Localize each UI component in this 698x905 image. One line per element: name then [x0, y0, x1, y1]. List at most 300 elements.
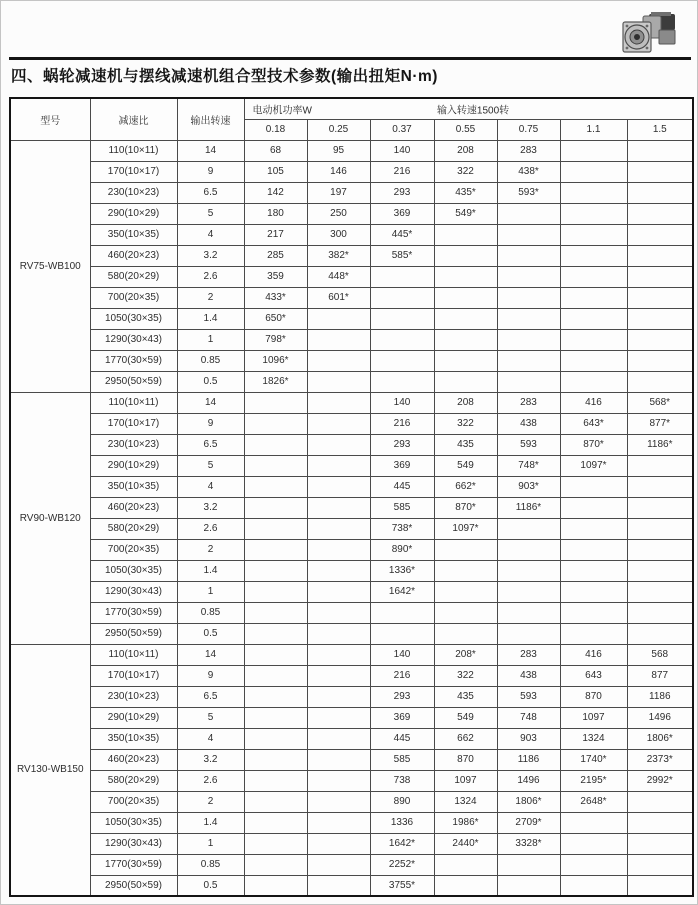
model-cell: RV130-WB150 [10, 644, 90, 896]
torque-cell [497, 854, 560, 875]
torque-cell: 568* [627, 392, 693, 413]
torque-cell: 293 [370, 686, 434, 707]
torque-cell: 1096* [244, 350, 307, 371]
output-speed-cell: 4 [177, 476, 244, 497]
torque-cell: 435 [434, 686, 497, 707]
col-header-power-1.1: 1.1 [560, 119, 627, 140]
torque-cell: 870* [560, 434, 627, 455]
torque-cell [434, 602, 497, 623]
output-speed-cell: 1.4 [177, 812, 244, 833]
torque-cell: 1186* [497, 497, 560, 518]
torque-cell [307, 833, 370, 854]
torque-cell: 435 [434, 434, 497, 455]
output-speed-cell: 1 [177, 329, 244, 350]
table-row [10, 770, 693, 791]
output-speed-cell: 2 [177, 287, 244, 308]
torque-cell [307, 875, 370, 896]
torque-cell [560, 266, 627, 287]
output-speed-cell: 14 [177, 392, 244, 413]
torque-cell: 549 [434, 707, 497, 728]
table-row [10, 791, 693, 812]
ratio-cell: 580(20×29) [90, 266, 177, 287]
torque-cell [244, 560, 307, 581]
torque-cell: 3755* [370, 875, 434, 896]
output-speed-cell: 1 [177, 833, 244, 854]
torque-cell [307, 518, 370, 539]
torque-cell: 448* [307, 266, 370, 287]
torque-cell: 890 [370, 791, 434, 812]
torque-cell [560, 287, 627, 308]
table-row [10, 434, 693, 455]
torque-cell [560, 476, 627, 497]
torque-cell [307, 581, 370, 602]
torque-cell: 140 [370, 140, 434, 161]
ratio-cell: 230(10×23) [90, 434, 177, 455]
torque-cell: 585 [370, 749, 434, 770]
ratio-cell: 170(10×17) [90, 161, 177, 182]
torque-cell [497, 875, 560, 896]
torque-cell: 662 [434, 728, 497, 749]
ratio-cell: 1290(30×43) [90, 581, 177, 602]
table-row [10, 833, 693, 854]
torque-cell: 1642* [370, 581, 434, 602]
torque-cell: 601* [307, 287, 370, 308]
torque-cell: 322 [434, 413, 497, 434]
torque-cell [307, 644, 370, 665]
torque-cell: 1806* [497, 791, 560, 812]
torque-cell: 445 [370, 728, 434, 749]
output-speed-cell: 6.5 [177, 686, 244, 707]
table-row [10, 644, 693, 665]
torque-cell [627, 161, 693, 182]
torque-cell [560, 539, 627, 560]
torque-cell [560, 581, 627, 602]
torque-cell [244, 497, 307, 518]
torque-cell: 285 [244, 245, 307, 266]
torque-cell: 283 [497, 392, 560, 413]
torque-cell [244, 602, 307, 623]
torque-cell: 2648* [560, 791, 627, 812]
torque-cell [244, 518, 307, 539]
torque-cell [627, 623, 693, 644]
ratio-cell: 350(10×35) [90, 476, 177, 497]
torque-cell: 369 [370, 203, 434, 224]
torque-cell: 435* [434, 182, 497, 203]
ratio-cell: 580(20×29) [90, 770, 177, 791]
torque-cell: 1496 [497, 770, 560, 791]
table-row [10, 749, 693, 770]
torque-cell: 593 [497, 434, 560, 455]
torque-cell [244, 812, 307, 833]
torque-cell: 180 [244, 203, 307, 224]
ratio-cell: 1050(30×35) [90, 308, 177, 329]
torque-cell: 140 [370, 392, 434, 413]
torque-cell: 416 [560, 392, 627, 413]
torque-cell [370, 623, 434, 644]
output-speed-cell: 6.5 [177, 182, 244, 203]
torque-cell: 748* [497, 455, 560, 476]
table-row [10, 476, 693, 497]
table-row [10, 350, 693, 371]
col-header-power-span [244, 98, 693, 119]
torque-cell: 140 [370, 644, 434, 665]
output-speed-cell: 2.6 [177, 518, 244, 539]
torque-cell [307, 455, 370, 476]
torque-cell: 585 [370, 497, 434, 518]
table-row [10, 686, 693, 707]
output-speed-cell: 9 [177, 161, 244, 182]
torque-cell: 1336* [370, 560, 434, 581]
torque-cell: 870 [434, 749, 497, 770]
torque-cell [497, 518, 560, 539]
torque-cell [627, 539, 693, 560]
output-speed-cell: 1 [177, 581, 244, 602]
page-title: 四、蜗轮减速机与摆线减速机组合型技术参数(输出扭矩N·m) [11, 68, 438, 85]
torque-cell [560, 833, 627, 854]
torque-cell: 2195* [560, 770, 627, 791]
torque-cell: 359 [244, 266, 307, 287]
torque-cell: 2992* [627, 770, 693, 791]
torque-cell: 208* [434, 644, 497, 665]
torque-cell [497, 539, 560, 560]
torque-cell [560, 497, 627, 518]
torque-cell [434, 245, 497, 266]
torque-cell [244, 728, 307, 749]
table-row [10, 161, 693, 182]
torque-cell [627, 518, 693, 539]
torque-cell [627, 497, 693, 518]
torque-cell [307, 728, 370, 749]
output-speed-cell: 3.2 [177, 749, 244, 770]
torque-cell [434, 224, 497, 245]
col-header-power-0.75: 0.75 [497, 119, 560, 140]
ratio-cell: 290(10×29) [90, 455, 177, 476]
torque-cell [627, 854, 693, 875]
col-header-power-0.18: 0.18 [244, 119, 307, 140]
torque-cell: 738 [370, 770, 434, 791]
torque-cell [560, 182, 627, 203]
output-speed-cell: 14 [177, 644, 244, 665]
torque-cell [627, 224, 693, 245]
torque-cell [244, 623, 307, 644]
ratio-cell: 110(10×11) [90, 392, 177, 413]
torque-cell [307, 371, 370, 392]
torque-cell: 382* [307, 245, 370, 266]
torque-cell: 890* [370, 539, 434, 560]
col-header-power-1.5: 1.5 [627, 119, 693, 140]
output-speed-cell: 2.6 [177, 266, 244, 287]
torque-cell: 146 [307, 161, 370, 182]
torque-cell [560, 602, 627, 623]
torque-cell [307, 350, 370, 371]
torque-cell [627, 602, 693, 623]
torque-cell [307, 854, 370, 875]
torque-cell: 1642* [370, 833, 434, 854]
torque-cell: 369 [370, 455, 434, 476]
ratio-cell: 110(10×11) [90, 644, 177, 665]
torque-cell: 2252* [370, 854, 434, 875]
torque-cell: 643 [560, 665, 627, 686]
torque-cell: 250 [307, 203, 370, 224]
torque-cell [434, 329, 497, 350]
table-row [10, 623, 693, 644]
col-header-output-speed: 输出转速 [177, 98, 244, 140]
torque-cell: 445* [370, 224, 434, 245]
torque-cell: 95 [307, 140, 370, 161]
torque-cell [560, 203, 627, 224]
table-row [10, 812, 693, 833]
torque-cell: 1496 [627, 707, 693, 728]
torque-cell: 216 [370, 161, 434, 182]
ratio-cell: 460(20×23) [90, 497, 177, 518]
table-row [10, 266, 693, 287]
torque-cell: 650* [244, 308, 307, 329]
torque-cell [244, 770, 307, 791]
ratio-cell: 2950(50×59) [90, 371, 177, 392]
torque-cell: 1097* [560, 455, 627, 476]
torque-cell [307, 539, 370, 560]
ratio-cell: 580(20×29) [90, 518, 177, 539]
torque-cell: 585* [370, 245, 434, 266]
torque-cell [497, 308, 560, 329]
torque-cell: 438 [497, 413, 560, 434]
torque-cell [560, 224, 627, 245]
torque-cell [244, 749, 307, 770]
torque-cell [497, 623, 560, 644]
torque-cell [307, 413, 370, 434]
torque-cell: 1097* [434, 518, 497, 539]
col-header-power-0.37: 0.37 [370, 119, 434, 140]
col-header-power-0.55: 0.55 [434, 119, 497, 140]
table-row [10, 518, 693, 539]
torque-cell: 1186 [627, 686, 693, 707]
ratio-cell: 1290(30×43) [90, 329, 177, 350]
torque-cell [244, 854, 307, 875]
table-row [10, 140, 693, 161]
table-row [10, 182, 693, 203]
torque-cell: 1186 [497, 749, 560, 770]
torque-cell: 445 [370, 476, 434, 497]
output-speed-cell: 9 [177, 665, 244, 686]
ratio-cell: 1050(30×35) [90, 812, 177, 833]
torque-cell: 1826* [244, 371, 307, 392]
torque-cell: 3328* [497, 833, 560, 854]
torque-cell [370, 350, 434, 371]
torque-cell [497, 245, 560, 266]
ratio-cell: 230(10×23) [90, 182, 177, 203]
torque-cell [497, 581, 560, 602]
table-row [10, 581, 693, 602]
ratio-cell: 350(10×35) [90, 728, 177, 749]
torque-cell [497, 371, 560, 392]
table-row [10, 560, 693, 581]
output-speed-cell: 9 [177, 413, 244, 434]
torque-cell: 1097 [434, 770, 497, 791]
torque-cell [307, 686, 370, 707]
output-speed-cell: 0.5 [177, 875, 244, 896]
torque-cell [370, 308, 434, 329]
ratio-cell: 350(10×35) [90, 224, 177, 245]
torque-cell: 142 [244, 182, 307, 203]
torque-cell [244, 686, 307, 707]
torque-cell: 283 [497, 644, 560, 665]
torque-cell: 217 [244, 224, 307, 245]
torque-cell: 105 [244, 161, 307, 182]
torque-cell: 1806* [627, 728, 693, 749]
ratio-cell: 110(10×11) [90, 140, 177, 161]
table-row [10, 728, 693, 749]
torque-cell [244, 392, 307, 413]
table-row [10, 413, 693, 434]
torque-cell [627, 140, 693, 161]
torque-cell [244, 644, 307, 665]
torque-cell [627, 350, 693, 371]
table-row [10, 371, 693, 392]
torque-cell: 643* [560, 413, 627, 434]
torque-cell [560, 560, 627, 581]
torque-cell [627, 308, 693, 329]
input-speed-label: 输入转速1500转 [436, 105, 510, 117]
torque-cell: 68 [244, 140, 307, 161]
torque-cell [244, 665, 307, 686]
table-row [10, 287, 693, 308]
output-speed-cell: 2.6 [177, 770, 244, 791]
torque-cell: 593* [497, 182, 560, 203]
torque-cell [307, 497, 370, 518]
col-header-power-0.25: 0.25 [307, 119, 370, 140]
torque-cell [434, 560, 497, 581]
torque-cell [244, 791, 307, 812]
table-row [10, 308, 693, 329]
torque-cell: 322 [434, 161, 497, 182]
torque-cell [560, 518, 627, 539]
torque-cell [307, 665, 370, 686]
torque-cell [560, 245, 627, 266]
torque-cell [560, 854, 627, 875]
output-speed-cell: 1.4 [177, 560, 244, 581]
output-speed-cell: 5 [177, 203, 244, 224]
torque-cell [497, 560, 560, 581]
table-row [10, 875, 693, 896]
table-row [10, 392, 693, 413]
torque-cell [307, 812, 370, 833]
torque-cell [434, 308, 497, 329]
torque-cell [627, 560, 693, 581]
torque-cell [307, 329, 370, 350]
torque-cell: 293 [370, 434, 434, 455]
torque-cell [370, 287, 434, 308]
torque-cell: 1186* [627, 434, 693, 455]
torque-cell: 1740* [560, 749, 627, 770]
torque-cell [560, 140, 627, 161]
ratio-cell: 700(20×35) [90, 791, 177, 812]
torque-cell [560, 329, 627, 350]
torque-cell: 2709* [497, 812, 560, 833]
torque-cell [244, 413, 307, 434]
ratio-cell: 170(10×17) [90, 413, 177, 434]
torque-cell [627, 203, 693, 224]
ratio-cell: 1770(30×59) [90, 602, 177, 623]
torque-cell: 2440* [434, 833, 497, 854]
torque-cell [244, 476, 307, 497]
title-divider [9, 57, 691, 60]
torque-cell [244, 539, 307, 560]
torque-cell [560, 371, 627, 392]
torque-cell: 903 [497, 728, 560, 749]
torque-cell [370, 329, 434, 350]
ratio-cell: 170(10×17) [90, 665, 177, 686]
torque-cell [627, 371, 693, 392]
model-cell: RV75-WB100 [10, 140, 90, 392]
torque-cell: 216 [370, 413, 434, 434]
torque-cell: 748 [497, 707, 560, 728]
torque-cell [627, 833, 693, 854]
output-speed-cell: 0.5 [177, 623, 244, 644]
ratio-cell: 2950(50×59) [90, 623, 177, 644]
torque-cell: 877* [627, 413, 693, 434]
torque-cell [307, 434, 370, 455]
torque-cell [560, 308, 627, 329]
ratio-cell: 1770(30×59) [90, 854, 177, 875]
torque-cell: 283 [497, 140, 560, 161]
torque-cell [497, 224, 560, 245]
torque-cell [307, 707, 370, 728]
torque-cell [244, 434, 307, 455]
table-row [10, 455, 693, 476]
torque-cell [627, 875, 693, 896]
torque-cell: 568 [627, 644, 693, 665]
torque-cell [244, 707, 307, 728]
ratio-cell: 290(10×29) [90, 203, 177, 224]
torque-cell [627, 455, 693, 476]
torque-cell [434, 539, 497, 560]
table-row [10, 329, 693, 350]
table-row [10, 203, 693, 224]
torque-cell [434, 371, 497, 392]
torque-cell [244, 875, 307, 896]
table-row [10, 854, 693, 875]
torque-cell [307, 770, 370, 791]
torque-cell [627, 245, 693, 266]
torque-cell [627, 182, 693, 203]
torque-cell: 300 [307, 224, 370, 245]
ratio-cell: 2950(50×59) [90, 875, 177, 896]
output-speed-cell: 2 [177, 539, 244, 560]
torque-cell [434, 623, 497, 644]
ratio-cell: 700(20×35) [90, 287, 177, 308]
torque-cell [497, 203, 560, 224]
torque-cell: 1324 [560, 728, 627, 749]
table-row [10, 665, 693, 686]
gearbox-product-photo-icon [613, 6, 685, 56]
torque-cell [434, 287, 497, 308]
torque-cell [434, 581, 497, 602]
ratio-cell: 230(10×23) [90, 686, 177, 707]
torque-cell [497, 287, 560, 308]
output-speed-cell: 0.85 [177, 350, 244, 371]
torque-cell [627, 581, 693, 602]
torque-cell: 903* [497, 476, 560, 497]
parameters-table [9, 97, 694, 897]
output-speed-cell: 0.5 [177, 371, 244, 392]
output-speed-cell: 14 [177, 140, 244, 161]
torque-cell: 1986* [434, 812, 497, 833]
torque-cell: 738* [370, 518, 434, 539]
torque-cell: 1336 [370, 812, 434, 833]
ratio-cell: 460(20×23) [90, 245, 177, 266]
torque-cell [497, 266, 560, 287]
output-speed-cell: 0.85 [177, 854, 244, 875]
